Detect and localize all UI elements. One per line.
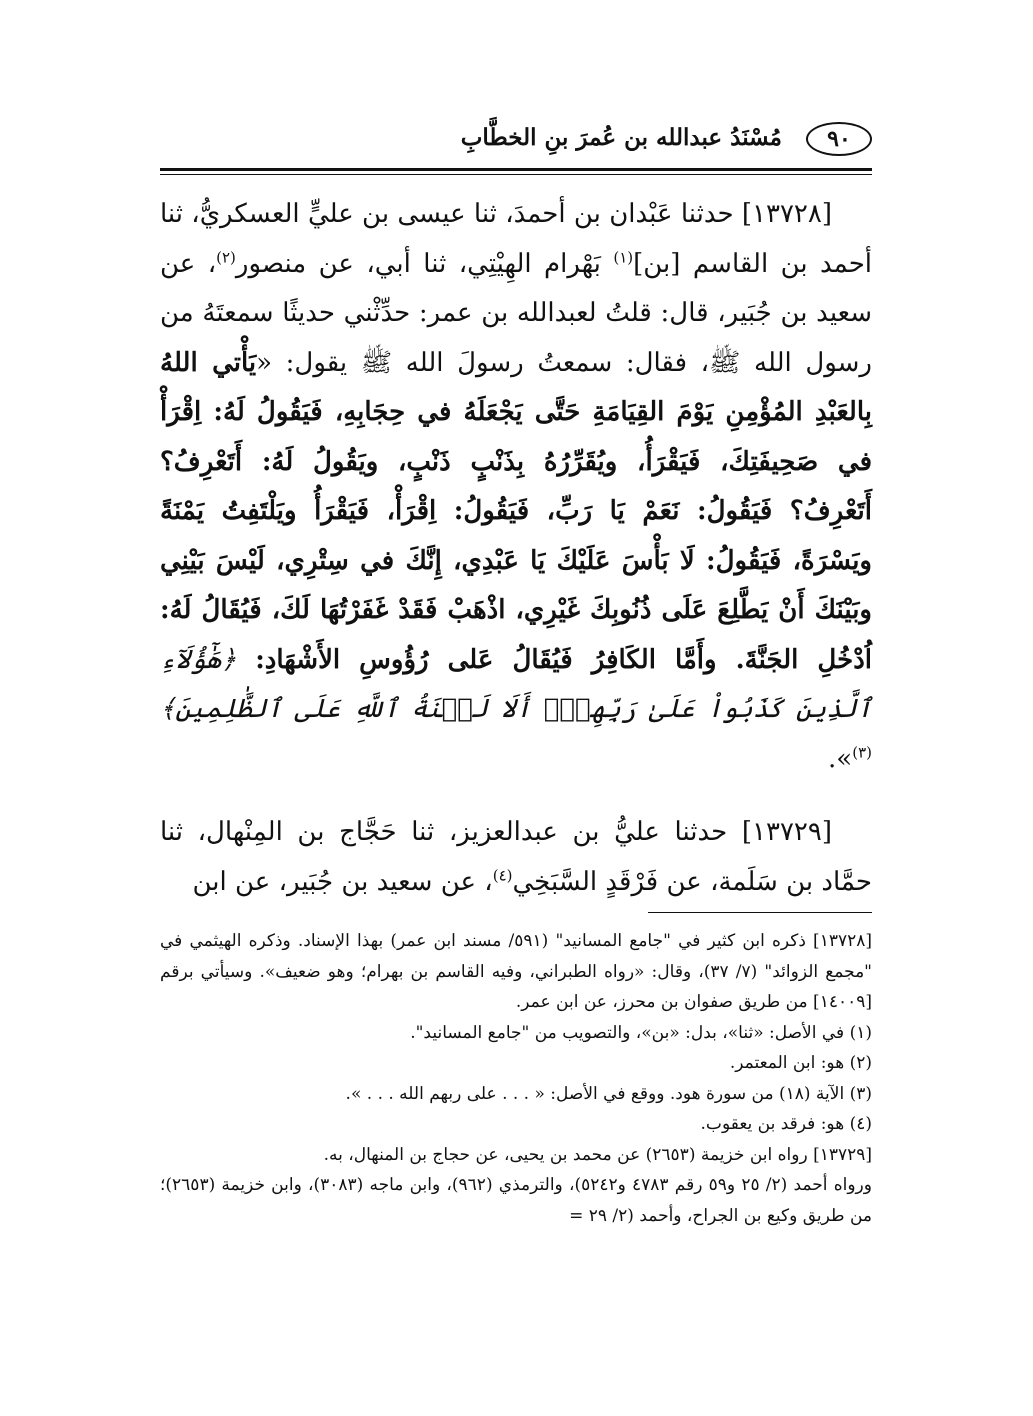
footnote-ref-1: (١) [613, 247, 634, 266]
page-header [160, 118, 872, 174]
hadith-13728 [160, 190, 872, 784]
text-segment: بَهْرام الهِيْتِي، ثنا أبي، عن منصور [235, 248, 614, 279]
running-title: مُسْنَدُ عبدالله بن عُمرَ بنِ الخطَّابِ [460, 124, 782, 151]
takhrij-13729-cont: ورواه أحمد (٢/ ٢٥ و٥٩ رقم ٤٧٨٣ و٥٢٤٢)، والترمذي (٩٦٢)، وابن ماجه (٣٠٨٣)، وابن خزيمة (٢٦٥٣)؛ من طريق وكيع بن الجراح، وأحمد (٢/ ٢٩ = [160, 1175, 872, 1226]
text-segment: ». [828, 743, 853, 774]
text-segment: ، عن سعيد بن جُبَير، قال: قلتُ لعبدالله بن عمر: حدِّثْني حديثًا سمعتَهُ من رسول الله ﷺ، فقال: سمعتُ رسولَ الله ﷺ يقول: « [160, 248, 872, 378]
footnote-2: (٢) هو: ابن المعتمر. [729, 1053, 872, 1073]
footnote-separator [648, 912, 872, 913]
footnote-ref-3: (٣) [852, 742, 872, 761]
page-number: ٩٠ [806, 122, 872, 156]
hadith-matn: يَأْتي اللهُ بِالعَبْدِ المُؤْمِنِ يَوْمَ القِيَامَةِ حَتَّى يَجْعَلَهُ في حِجَابِهِ، فَيَقُولُ لَهُ: اِقْرَأْ في صَحِيفَتِكَ، فَيَقْرَأُ، ويُقَرِّرُهُ بِذَنْبٍ ذَنْبٍ، ويَقُولُ لَهُ: أَتَعْرِفُ؟ أَتَعْرِفُ؟ فَيَقُولُ: نَعَمْ يَا رَبِّ، فَيَقُولُ: اِقْرَأْ، فَيَقْرَأُ ويَلْتَفِتُ يَمْنَةً ويَسْرَةً، فَيَقُولُ: لَا بَأْسَ عَلَيْكَ يَا عَبْدِي، إِنَّكَ في سِتْرِي، لَيْسَ بَيْنِي وبَيْنَكَ أَنْ يَطَّلِعَ عَلَى ذُنُوبِكَ غَيْرِي، اذْهَبْ فَقَدْ غَفَرْتُهَا لَكَ، فَيُقَالُ لَهُ: اُدْخُلِ الجَنَّةَ. وأَمَّا الكَافِرُ فَيُقَالُ عَلى رُؤُوسِ الأَشْهَادِ: [160, 347, 872, 675]
footnote-1: (١) في الأصل: «ثنا»، بدل: «بن»، والتصويب من "جامع المسانيد". [410, 1022, 872, 1043]
takhrij-13729: [١٣٧٢٩] رواه ابن خزيمة (٢٦٥٣) عن محمد بن يحيى، عن حجاج بن المنهال، به. [323, 1144, 872, 1165]
text-segment: [١٣٧٢٩] حدثنا عليُّ بن عبدالعزيز، ثنا حَجَّاج بن المِنْهال، ثنا حمَّاد بن سَلَمة، عن فَرْقَدٍ السَّبَخِي [160, 817, 872, 897]
footnotes [160, 926, 872, 1231]
text-segment: [١٣٧٢٨] حدثنا عَبْدان بن أحمدَ، ثنا عيسى بن عليٍّ العسكريُّ، ثنا أحمد بن القاسم [بن] [160, 199, 873, 279]
quran-verse: ﴿هَٰٓؤُلَآءِ ٱلَّذِينَ كَذَبُواْ عَلَىٰ رَبِّهِمْۚ أَلَا لَعۡنَةُ ٱللَّهِ عَلَى ٱلظَّٰلِمِينَ﴾ [160, 644, 872, 724]
takhrij-13728: [١٣٧٢٨] ذكره ابن كثير في "جامع المسانيد" (٥٩١/ مسند ابن عمر) بهذا الإسناد. وذكره الهيثمي في "مجمع الزوائد" (٧/ ٣٧)، وقال: «رواه الطبراني، وفيه القاسم بن بهرام؛ وهو ضعيف». وسيأتي برقم [١٤٠٠٩] من طريق صفوان بن محرز، عن ابن عمر. [160, 931, 872, 1012]
footnote-ref-4: (٤) [492, 865, 513, 884]
main-text [160, 190, 872, 907]
hadith-13729 [160, 808, 872, 907]
footnote-4: (٤) هو: فرقد بن يعقوب. [700, 1114, 872, 1134]
footnote-ref-2: (٢) [216, 247, 236, 266]
header-rule-thin [160, 174, 872, 175]
footnote-3: (٣) الآية (١٨) من سورة هود. ووقع في الأصل: « . . . على ربهم الله . . . ». [345, 1083, 872, 1104]
header-rule-thick [160, 168, 872, 171]
text-segment: ، عن سعيد بن جُبَير، عن ابن [192, 866, 493, 897]
